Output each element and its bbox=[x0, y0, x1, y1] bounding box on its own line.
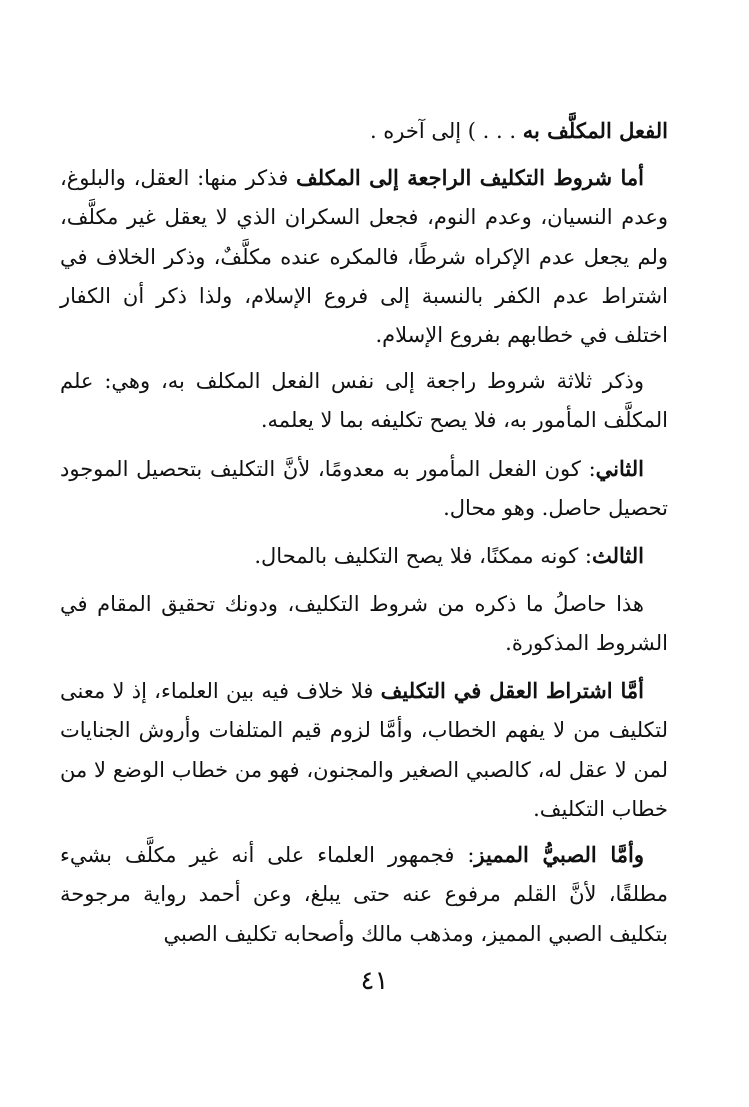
paragraph-4 bbox=[60, 449, 668, 529]
paragraph-text: . . . ) إلى آخره . bbox=[369, 119, 517, 143]
bold-lead: وأمَّا الصبيُّ المميز bbox=[474, 842, 645, 867]
bold-lead: أمَّا اشتراط العقل في التكليف bbox=[380, 678, 644, 703]
paragraph-1 bbox=[60, 111, 668, 151]
paragraph-text: : كونه ممكنًا، فلا يصح التكليف بالمحال. bbox=[254, 544, 592, 568]
page-number: ٤١ bbox=[360, 966, 389, 996]
paragraph-8 bbox=[60, 835, 668, 954]
paragraph-7 bbox=[60, 671, 668, 829]
paragraph-text: : فجمهور العلماء على أنه غير مكلَّف بشيء مطلقًا، لأنَّ القلم مرفوع عنه حتى يبلغ، وعن أحمد رواية مرجوحة بتكليف الصبي المميز، ومذهب مالك وأصحابه تكليف الصبي bbox=[60, 843, 668, 946]
paragraph-3 bbox=[60, 362, 668, 441]
paragraph-text: هذا حاصلُ ما ذكره من شروط التكليف، ودونك تحقيق المقام في الشروط المذكورة. bbox=[60, 592, 668, 656]
bold-lead: أما شروط التكليف الراجعة إلى المكلف bbox=[296, 165, 644, 190]
bold-lead: الثالث bbox=[592, 543, 644, 568]
paragraph-text: : كون الفعل المأمور به معدومًا، لأنَّ التكليف بتحصيل الموجود تحصيل حاصل. وهو محال. bbox=[60, 457, 668, 521]
paragraph-6 bbox=[60, 585, 668, 664]
paragraph-text: وذكر ثلاثة شروط راجعة إلى نفس الفعل المكلف به، وهي: علم المكلَّف المأمور به، فلا يصح تكليفه بما لا يعلمه. bbox=[60, 369, 668, 433]
paragraph-text: فذكر منها: العقل، والبلوغ، وعدم النسيان، وعدم النوم، فجعل السكران الذي لا يعقل غير مكلَّف، ولم يجعل عدم الإكراه شرطًا، فالمكره عنده مكلَّفٌ، وذكر الخلاف في اشتراط عدم الكفر بالنسبة إلى فروع الإسلام، ولذا ذكر أن الكفار اختلف في خطابهم بفروع الإسلام. bbox=[60, 166, 668, 348]
bold-lead: الفعل المكلَّف به bbox=[522, 118, 668, 143]
bold-lead: الثاني bbox=[595, 456, 644, 481]
paragraph-2 bbox=[60, 158, 668, 355]
paragraph-text: فلا خلاف فيه بين العلماء، إذ لا معنى لتكليف من لا يفهم الخطاب، وأمَّا لزوم قيم المتلفات وأروش الجنايات لمن لا عقل له، كالصبي الصغير والمجنون، فهو من خطاب الوضع لا من خطاب التكليف. bbox=[60, 679, 668, 821]
paragraph-5 bbox=[60, 536, 668, 576]
